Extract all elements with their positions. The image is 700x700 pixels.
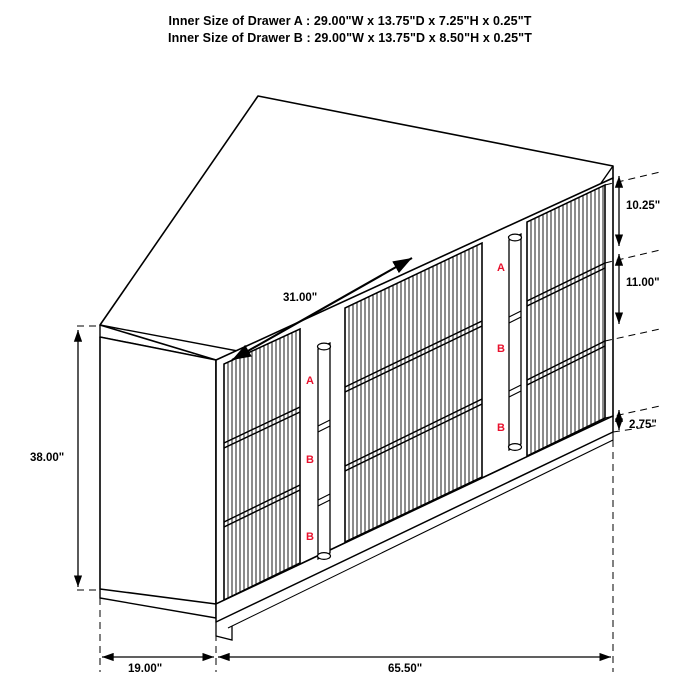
header-line-1: Inner Size of Drawer A : 29.00"W x 13.75"D x 7.25"H x 0.25"T bbox=[168, 14, 532, 28]
dim-label-width-total: 65.50" bbox=[388, 663, 423, 675]
handle-right[interactable] bbox=[509, 234, 522, 450]
dim-label-base-height: 2.75" bbox=[629, 419, 657, 431]
dim-label-top-span: 31.00" bbox=[283, 292, 318, 304]
left-side-panel bbox=[100, 337, 216, 618]
drawer-label-left-b2: B bbox=[306, 531, 314, 543]
dim-label-drawer-b-height: 11.00" bbox=[626, 277, 660, 289]
header-line-2: Inner Size of Drawer B : 29.00"W x 13.75"D x 8.50"H x 0.25"T bbox=[168, 31, 532, 45]
left-drawer-column[interactable] bbox=[224, 329, 300, 600]
drawer-label-left-a: A bbox=[306, 375, 314, 387]
dim-label-depth: 19.00" bbox=[128, 663, 163, 675]
dim-label-drawer-a-height: 10.25" bbox=[626, 200, 661, 212]
dim-height-total bbox=[72, 326, 96, 590]
drawer-label-right-a: A bbox=[497, 262, 505, 274]
right-drawer-column[interactable] bbox=[527, 185, 605, 456]
drawer-label-left-b1: B bbox=[306, 454, 314, 466]
drawer-label-right-b1: B bbox=[497, 343, 505, 355]
dim-label-height-total: 38.00" bbox=[30, 452, 65, 464]
handle-left[interactable] bbox=[318, 343, 331, 559]
drawer-label-right-b2: B bbox=[497, 422, 505, 434]
